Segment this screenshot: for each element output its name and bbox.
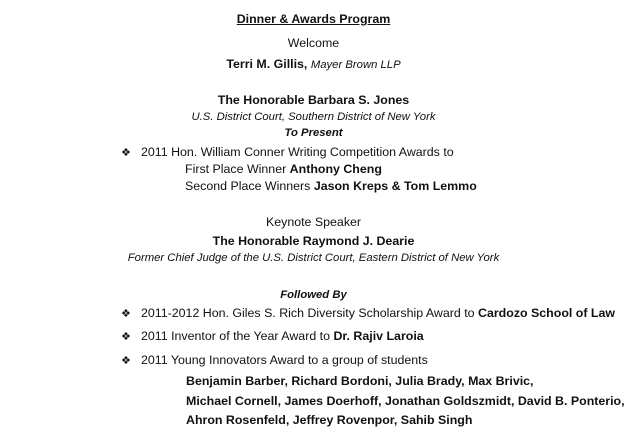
presenter-name: The Honorable Barbara S. Jones — [217, 93, 410, 107]
second-place-prefix: Second Place Winners — [185, 179, 311, 193]
second-place-line — [185, 178, 477, 194]
diamond-bullet-icon: ❖ — [121, 308, 131, 320]
award-text: 2011 Inventor of the Year Award to — [141, 329, 330, 343]
student-names-line: Benjamin Barber, Richard Bordoni, Julia Brady, Max Brivic, — [186, 374, 534, 388]
award-recipient: Cardozo School of Law — [478, 306, 616, 320]
writing-award-item — [121, 144, 454, 161]
student-names-line: Michael Cornell, James Doerhoff, Jonathan Goldszmidt, David B. Ponterio, — [186, 394, 625, 408]
presenter-role: To Present — [284, 127, 343, 139]
award-text: 2011-2012 Hon. Giles S. Rich Diversity Scholarship Award to — [141, 306, 475, 320]
welcome-label: Welcome — [287, 36, 340, 50]
presenter-affiliation: U.S. District Court, Southern District of New York — [191, 111, 436, 123]
first-place-winner: Anthony Cheng — [289, 162, 382, 176]
award-item — [121, 352, 428, 369]
writing-award-text: 2011 Hon. William Conner Writing Competition Awards to — [141, 145, 454, 159]
diamond-bullet-icon: ❖ — [121, 147, 131, 159]
keynote-name: The Honorable Raymond J. Dearie — [212, 234, 415, 248]
award-recipient: Dr. Rajiv Laroia — [333, 329, 424, 343]
first-place-prefix: First Place Winner — [185, 162, 287, 176]
first-place-line — [185, 161, 382, 177]
second-place-winners: Jason Kreps & Tom Lemmo — [313, 179, 477, 193]
award-item — [121, 328, 424, 345]
award-item — [121, 305, 615, 322]
welcome-speaker-affiliation: Mayer Brown LLP — [310, 59, 401, 71]
diamond-bullet-icon: ❖ — [121, 331, 131, 343]
diamond-bullet-icon: ❖ — [121, 355, 131, 367]
welcome-speaker-name: Terri M. Gillis, — [226, 57, 308, 71]
welcome-speaker — [0, 56, 627, 73]
keynote-affiliation: Former Chief Judge of the U.S. District Court, Eastern District of New York — [127, 252, 500, 264]
keynote-label: Keynote Speaker — [265, 215, 362, 229]
followed-by-label: Followed By — [280, 289, 347, 301]
award-text: 2011 Young Innovators Award to a group of students — [141, 353, 428, 367]
program-heading: Dinner & Awards Program — [236, 12, 391, 26]
student-names-line: Ahron Rosenfeld, Jeffrey Rovenpor, Sahib Singh — [186, 413, 473, 427]
